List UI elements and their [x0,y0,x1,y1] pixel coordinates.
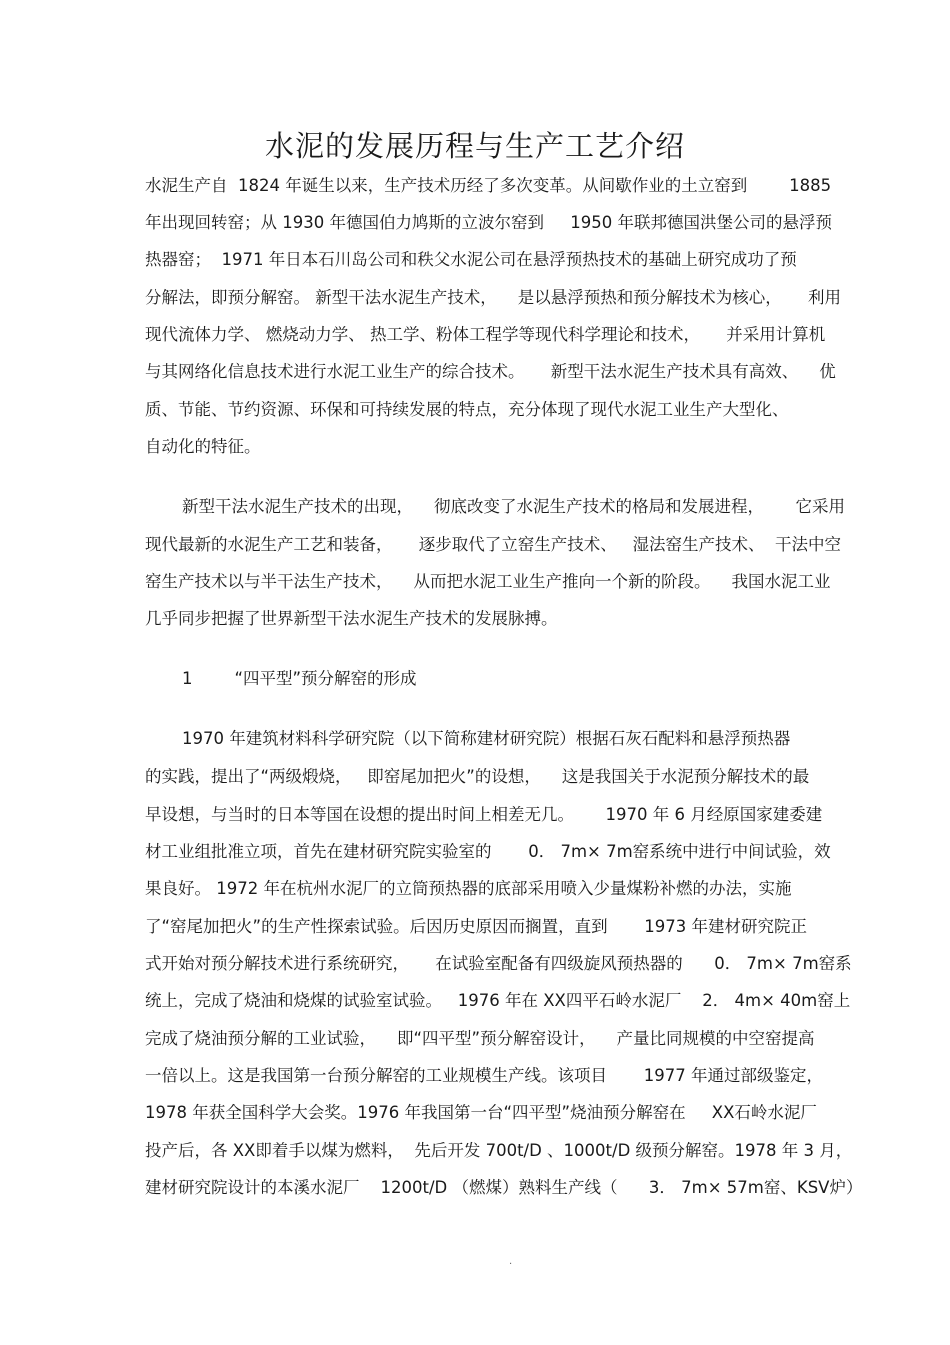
text-line: 热器窑； 1971 年日本石川岛公司和秩父水泥公司在悬浮预热技术的基础上研究成功了预 [145,250,797,269]
text-line: 水泥生产自 1824 年诞生以来，生产技术历经了多次变革。从间歇作业的土立窑到 1885 [145,176,832,195]
text-line: 1978 年获全国科学大会奖。1976 年我国第一台“四平型”烧油预分解窑在 XX石岭水泥厂 [145,1103,817,1122]
text-line: 质、节能、节约资源、环保和可持续发展的特点，充分体现了现代水泥工业生产大型化、 [145,400,789,419]
text-line: 分解法，即预分解窑。 新型干法水泥生产技术， 是以悬浮预热和预分解技术为核心， 利用 [145,288,841,307]
footer-dot: . [509,1256,513,1267]
text-line: 现代流体力学、 燃烧动力学、 热工学、粉体工程学等现代科学理论和技术， 并采用计算机 [145,325,826,344]
text-line: 统上，完成了烧油和烧煤的试验室试验。 1976 年在 XX四平石岭水泥厂 2． 4m× 40m窑上 [145,991,851,1010]
page-title: 水泥的发展历程与生产工艺介绍 [264,129,685,163]
text-line: 窑生产技术以与半干法生产技术， 从而把水泥工业生产推向一个新的阶段。 我国水泥工业 [145,572,831,591]
text-line: 式开始对预分解技术进行系统研究， 在试验室配备有四级旋风预热器的 0． 7m× 7m窑系 [145,954,852,973]
text-line: 果良好。 1972 年在杭州水泥厂的立筒预热器的底部采用喷入少量煤粉补燃的办法，实施 [145,879,792,898]
text-line: 一倍以上。这是我国第一台预分解窑的工业规模生产线。该项目 1977 年通过部级鉴定， [145,1066,823,1085]
text-line: 早设想，与当时的日本等国在设想的提出时间上相差无几。 1970 年 6 月经原国家建委建 [145,805,823,824]
text-line: 几乎同步把握了世界新型干法水泥生产技术的发展脉搏。 [145,609,558,628]
text-line: 完成了烧油预分解的工业试验， 即“四平型”预分解窑设计， 产量比同规模的中空窑提高 [145,1029,815,1048]
text-line: 年出现回转窑；从 1930 年德国伯力鸠斯的立波尔窑到 1950 年联邦德国洪堡公司的悬浮预 [145,213,832,232]
text-line: 的实践，提出了“两级煅烧， 即窑尾加把火”的设想， 这是我国关于水泥预分解技术的最 [145,767,810,786]
text-line: 自动化的特征。 [145,437,261,456]
text-line: 投产后，各 XX即着手以煤为燃料， 先后开发 700t/D 、1000t/D 级预分解窑。1978 年 3 月， [145,1141,853,1160]
text-line: 建材研究院设计的本溪水泥厂 1200t/D （燃煤）熟料生产线（ 3． 7m× 57m窑、KSV炉） [145,1178,863,1197]
text-line: 1970 年建筑材料科学研究院（以下简称建材研究院）根据石灰石配料和悬浮预热器 [182,729,791,748]
section-heading: 1 “四平型”预分解窑的形成 [182,669,417,688]
text-line: 材工业组批准立项，首先在建材研究院实验室的 0． 7m× 7m窑系统中进行中间试验，效 [145,842,831,861]
text-line: 与其网络化信息技术进行水泥工业生产的综合技术。 新型干法水泥生产技术具有高效、 优 [145,362,836,381]
text-line: 新型干法水泥生产技术的出现， 彻底改变了水泥生产技术的格局和发展进程， 它采用 [182,497,845,516]
text-line: 了“窑尾加把火”的生产性探索试验。后因历史原因而搁置，直到 1973 年建材研究院正 [145,917,808,936]
text-line: 现代最新的水泥生产工艺和装备， 逐步取代了立窑生产技术、 湿法窑生产技术、 干法中空 [145,535,841,554]
